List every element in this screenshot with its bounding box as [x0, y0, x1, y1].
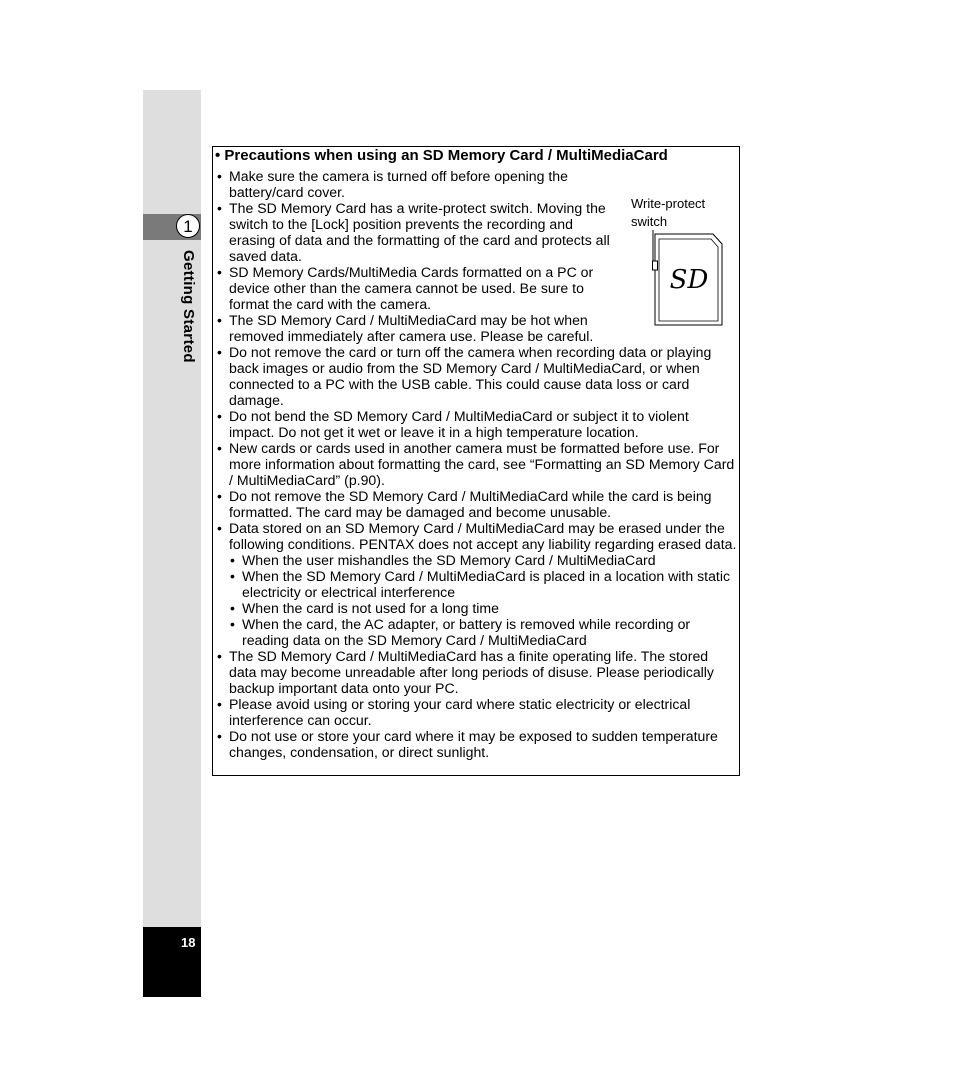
sd-logo: SD — [669, 265, 709, 295]
sub-list-item: • When the card, the AC adapter, or battery is removed while recording or reading data on the SD Memory Card / MultiMediaCard — [216, 616, 738, 648]
list-item: • SD Memory Cards/MultiMedia Cards formatted on a PC or device other than the camera cannot be used. Be sure to format the card with the camera. — [216, 264, 615, 312]
list-item: • Data stored on an SD Memory Card / MultiMediaCard may be erased under the following conditions. PENTAX does not accept any liability regarding erased data. — [216, 520, 738, 552]
list-item: • New cards or cards used in another camera must be formatted before use. For more information about formatting the card, see “Formatting an SD Memory Card / MultiMediaCard” (p.90). — [216, 440, 738, 488]
list-item: • The SD Memory Card has a write-protect switch. Moving the switch to the [Lock] position prevents the recording and erasing of data and the formatting of the card and protects all saved data. — [216, 200, 615, 264]
chapter-number: 1 — [176, 214, 200, 238]
sub-list-item: • When the SD Memory Card / MultiMediaCard is placed in a location with static electricity or electrical interference — [216, 568, 738, 600]
chapter-title: Getting Started — [180, 250, 197, 363]
list-item: • Do not remove the card or turn off the camera when recording data or playing back images or audio from the SD Memory Card / MultiMediaCard, or when connected to a PC with the USB cable. This could cause data loss or card damage. — [216, 344, 738, 408]
list-item: • The SD Memory Card / MultiMediaCard has a finite operating life. The stored data may become unreadable after long periods of disuse. Please periodically backup important data onto your PC. — [216, 648, 738, 696]
page-number: 18 — [181, 935, 196, 950]
precautions-list — [216, 168, 738, 760]
list-item: • Make sure the camera is turned off before opening the battery/card cover. — [216, 168, 615, 200]
sub-list-item: • When the card is not used for a long time — [216, 600, 738, 616]
list-item: • Do not remove the SD Memory Card / MultiMediaCard while the card is being formatted. The card may be damaged and become unusable. — [216, 488, 738, 520]
list-item: • Do not bend the SD Memory Card / MultiMediaCard or subject it to violent impact. Do not get it wet or leave it in a high temperature location. — [216, 408, 738, 440]
list-item: • Do not use or store your card where it may be exposed to sudden temperature changes, condensation, or direct sunlight. — [216, 728, 738, 760]
precautions-title: • Precautions when using an SD Memory Card / MultiMediaCard — [215, 147, 668, 164]
write-protect-label: Write-protect switch — [631, 196, 706, 229]
list-item: • Please avoid using or storing your card where static electricity or electrical interference can occur. — [216, 696, 738, 728]
sub-list-item: • When the user mishandles the SD Memory Card / MultiMediaCard — [216, 552, 738, 568]
list-item: • The SD Memory Card / MultiMediaCard may be hot when removed immediately after camera use. Please be careful. — [216, 312, 629, 344]
